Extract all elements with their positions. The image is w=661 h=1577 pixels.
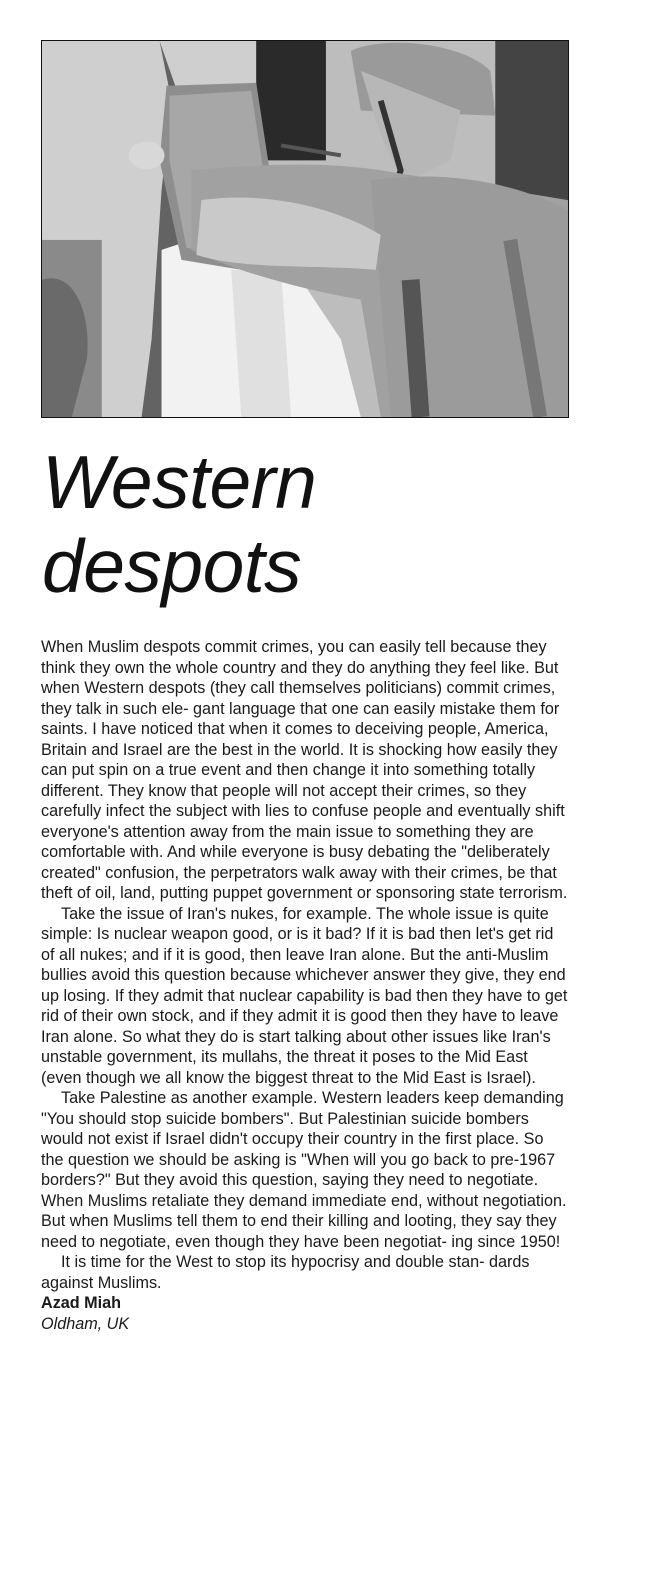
author-location: Oldham, UK <box>41 1314 130 1333</box>
article-photo <box>41 40 569 418</box>
article-body <box>41 637 569 1334</box>
headline-line-2: despots <box>42 524 302 608</box>
paragraph-3: Take Palestine as another example. Western leaders keep demanding "You should stop suicide bombers". But Palestinian suicide bombers would not exist if Israel didn't occupy their country in the first place. So the question we should be asking is "When will you go back to pre-1967 borders?" But they avoid this question, saying they need to negotiate. When Muslims retaliate they demand immediate end, without negotiation. But when Muslims tell them to end their killing and looting, they say they need to negotiate, even though they have been negotiat- ing since 1950! <box>41 1089 567 1251</box>
author-name: Azad Miah <box>41 1294 122 1312</box>
headline <box>42 440 582 608</box>
photo-image <box>42 41 568 417</box>
paragraph-1: When Muslim despots commit crimes, you can easily tell because they think they own the whole country and they do anything they feel like. But when Western despots (they call themselves politicians) commit crimes, they talk in such ele- gant language that one can easily mistake them for saints. I have noticed that when it comes to deceiving people, America, Britain and Israel are the best in the world. It is shocking how easily they can put spin on a true event and then change it into something totally different. They know that people will not accept their crimes, so they carefully infect the subject with lies to confuse people and eventually shift everyone's attention away from the main issue to something they are comfortable with. And while everyone is busy debating the "deliberately created" confusion, the perpetrators walk away with their crimes, be that theft of oil, land, putting puppet government or sponsoring state terrorism. <box>41 638 568 902</box>
headline-line-1: Western <box>42 440 317 524</box>
paragraph-4: It is time for the West to stop its hypocrisy and double stan- dards against Muslims. <box>41 1253 530 1292</box>
paragraph-2: Take the issue of Iran's nukes, for example. The whole issue is quite simple: Is nuclear weapon good, or is it bad? If it is bad then let's get rid of all nukes; and if it is good, then leave Iran alone. But the anti-Muslim bullies avoid this question because whichever answer they give, they end up losing. If they admit that nuclear capability is bad then they have to get rid of their own stock, and if they admit it is good then they have to leave Iran alone. So what they do is start talking about other issues like Iran's unstable government, its mullahs, the threat it poses to the Mid East (even though we all know the biggest threat to the Mid East is Israel). <box>41 904 568 1087</box>
